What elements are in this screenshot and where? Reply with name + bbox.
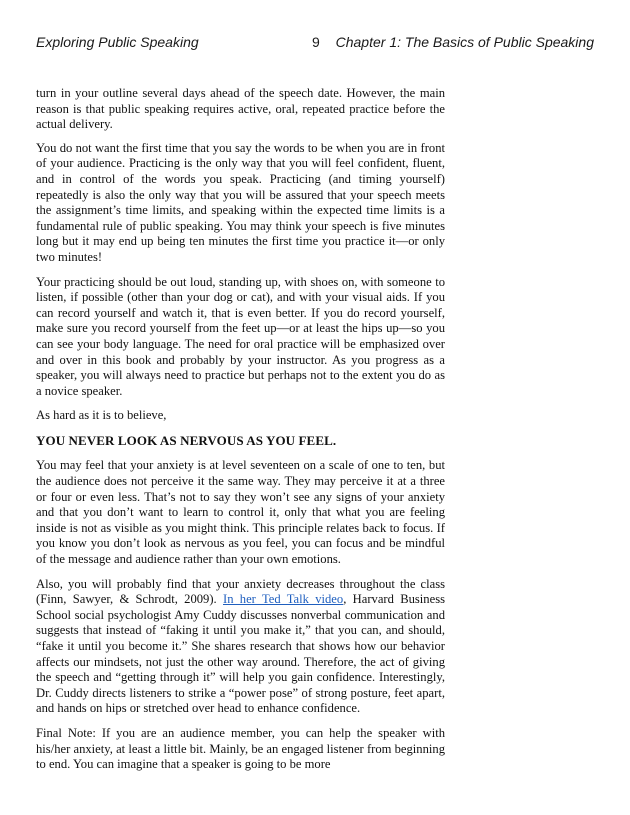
paragraph-7: Final Note: If you are an audience member, you can help the speaker with his/her anxiety, at least a little bit. Mainly, be an engaged listener from beginning to end. You can imagine that a speaker is going to be more: [36, 725, 445, 772]
paragraph-3: Your practicing should be out loud, standing up, with shoes on, with someone to listen, if possible (other than your dog or cat), and with your visual aids. If you can record yourself and watch it, that is even better. If you do record yourself, make sure you record yourself from the feet up—or at least the hips up—so you can see your body language. The need for oral practice will be emphasized over and over in this book and probably by your instructor. As you progress as a speaker, you will always need to practice but perhaps not to the extent you do as a novice speaker.: [36, 274, 445, 398]
ted-talk-link[interactable]: In her Ted Talk video: [223, 592, 344, 607]
body-text: [36, 86, 445, 782]
paragraph-5: You may feel that your anxiety is at level seventeen on a scale of one to ten, but the audience does not perceive it the same way. They may perceive it at a three or four or even less. That’s not to say they won’t see any signs of your anxiety and that you don’t want to learn to control it, only that what you are feeling inside is not as visible as you might think. This principle relates back to focus. If you know you don’t look as nervous as you feel, you can focus and be mindful of the message and audience rather than your own emotions.: [36, 458, 445, 567]
page-number: 9: [312, 34, 320, 50]
paragraph-6: [36, 577, 445, 717]
paragraph-6-rest: , Harvard Business School social psychologist Amy Cuddy discusses nonverbal communication and suggests that instead of “faking it until you make it,” that you can, and should, “fake it until you become it.” She shares research that shows how our behavior affects our mindsets, not just the other way around. Therefore, the act of giving the speech and “getting through it” will help you gain confidence. Interestingly, Dr. Cuddy directs listeners to strike a “power pose” of strong posture, feet apart, and hands on hips or stretched over head to enhance confidence.: [36, 592, 445, 716]
callout-heading: YOU NEVER LOOK AS NERVOUS AS YOU FEEL.: [36, 432, 337, 448]
paragraph-4: As hard as it is to believe,: [36, 408, 167, 423]
paragraph-1: turn in your outline several days ahead of the speech date. However, the main reason is that public speaking requires active, oral, repeated practice before the actual delivery.: [36, 86, 445, 132]
chapter-title: Chapter 1: The Basics of Public Speaking: [335, 34, 594, 50]
paragraph-6-lead: Also, you will probably find that your anxiety decreases throughout the class (Finn, Sawyer, & Schrodt, 2009).: [36, 576, 445, 607]
book-title: Exploring Public Speaking: [36, 34, 199, 50]
running-header: [36, 34, 594, 54]
paragraph-2: You do not want the first time that you say the words to be when you are in front of your audience. Practicing is the only way that you will feel confident, fluent, and in control of the words you speak. Practicing (and timing yourself) repeatedly is also the only way that you will be assured that your speech meets the assignment’s time limits, and speaking within the expected time limits is a fundamental rule of public speaking. You may think your speech is five minutes long but it may end up being ten minutes the first time you practice it—or only two minutes!: [36, 140, 445, 264]
